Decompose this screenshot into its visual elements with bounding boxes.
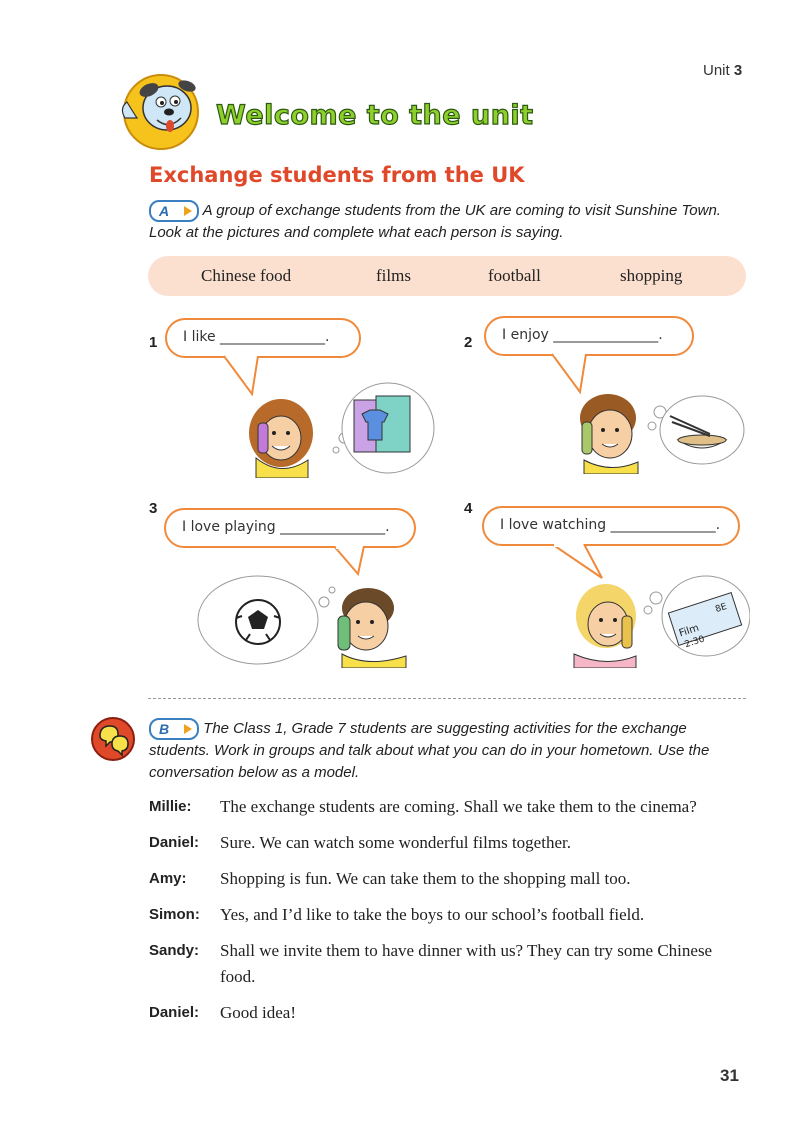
dialogue	[149, 794, 749, 1036]
word-bank-item: football	[488, 266, 541, 285]
speech-bubble-4	[482, 506, 740, 546]
girl-film-picture-icon	[566, 572, 750, 668]
speech-text: I love playing _______________.	[182, 519, 390, 535]
part-a-instruction-text: A group of exchange students from the UK are coming to visit Sunshine Town. Look at the pictures and complete what each person is saying.	[149, 202, 721, 242]
ticket-time-text: 2:30	[683, 634, 706, 651]
speaker-name: Millie:	[149, 798, 192, 815]
word-bank	[148, 256, 746, 296]
ticket-row-text: 8E	[714, 601, 729, 615]
item-number: 4	[464, 500, 473, 517]
unit-label	[703, 62, 742, 79]
dialogue-text: Good idea!	[220, 1003, 297, 1022]
speech-bubble-3	[164, 508, 416, 548]
girl-shopping-picture-icon	[236, 378, 436, 478]
dialogue-text: Shopping is fun. We can take them to the shopping mall too.	[220, 869, 631, 888]
speech-text: I like _______________.	[183, 329, 330, 345]
dialogue-text: Sure. We can watch some wonderful films together.	[220, 833, 571, 852]
word-bank-item: Chinese food	[201, 266, 292, 285]
speaking-activity-icon	[90, 716, 136, 762]
speaker-name: Simon:	[149, 906, 200, 923]
unit-number: 3	[733, 62, 743, 79]
boy-chinese-food-picture-icon	[560, 378, 750, 474]
word-bank-item: shopping	[620, 266, 683, 285]
part-a-badge: A	[149, 200, 199, 222]
section-title: Exchange students from the UK	[149, 163, 525, 187]
part-b-badge: B	[149, 718, 199, 740]
ticket-film-text: Film	[677, 622, 701, 640]
dialogue-line	[149, 902, 749, 928]
page-number: 31	[720, 1066, 739, 1085]
part-a-instruction	[149, 200, 749, 244]
item-number: 2	[464, 334, 473, 351]
speaker-name: Sandy:	[149, 942, 200, 959]
dialogue-line	[149, 866, 749, 892]
dialogue-line	[149, 794, 749, 820]
word-bank-item: films	[376, 266, 411, 285]
dialogue-text: Yes, and I’d like to take the boys to our school’s football field.	[220, 905, 645, 924]
speaker-name: Daniel:	[149, 1004, 200, 1021]
page-title: Welcome to the unit	[216, 100, 534, 131]
section-divider	[148, 698, 746, 699]
dialogue-line	[149, 830, 749, 856]
speech-text: I love watching _______________.	[500, 517, 721, 533]
speaker-name: Amy:	[149, 870, 187, 887]
boy-football-picture-icon	[196, 572, 410, 668]
item-number: 1	[149, 334, 158, 351]
dialogue-text: The exchange students are coming. Shall we take them to the cinema?	[220, 797, 697, 816]
speaker-name: Daniel:	[149, 834, 200, 851]
dialogue-line	[149, 1000, 749, 1026]
item-number: 3	[149, 500, 158, 517]
part-b-instruction-text: The Class 1, Grade 7 students are suggesting activities for the exchange students. Work in groups and talk about what you can do in your hometown. Use the conversation below as a model.	[149, 720, 710, 782]
speech-bubble-2	[484, 316, 694, 356]
part-b-instruction	[149, 718, 749, 784]
dialogue-line	[149, 938, 749, 990]
dialogue-text: Shall we invite them to have dinner with us? They can try some Chinese food.	[220, 941, 713, 986]
speech-bubble-1	[165, 318, 361, 358]
speech-text: I enjoy _______________.	[502, 327, 663, 343]
unit-word: Unit	[703, 62, 730, 79]
dog-mascot-icon	[115, 68, 211, 150]
